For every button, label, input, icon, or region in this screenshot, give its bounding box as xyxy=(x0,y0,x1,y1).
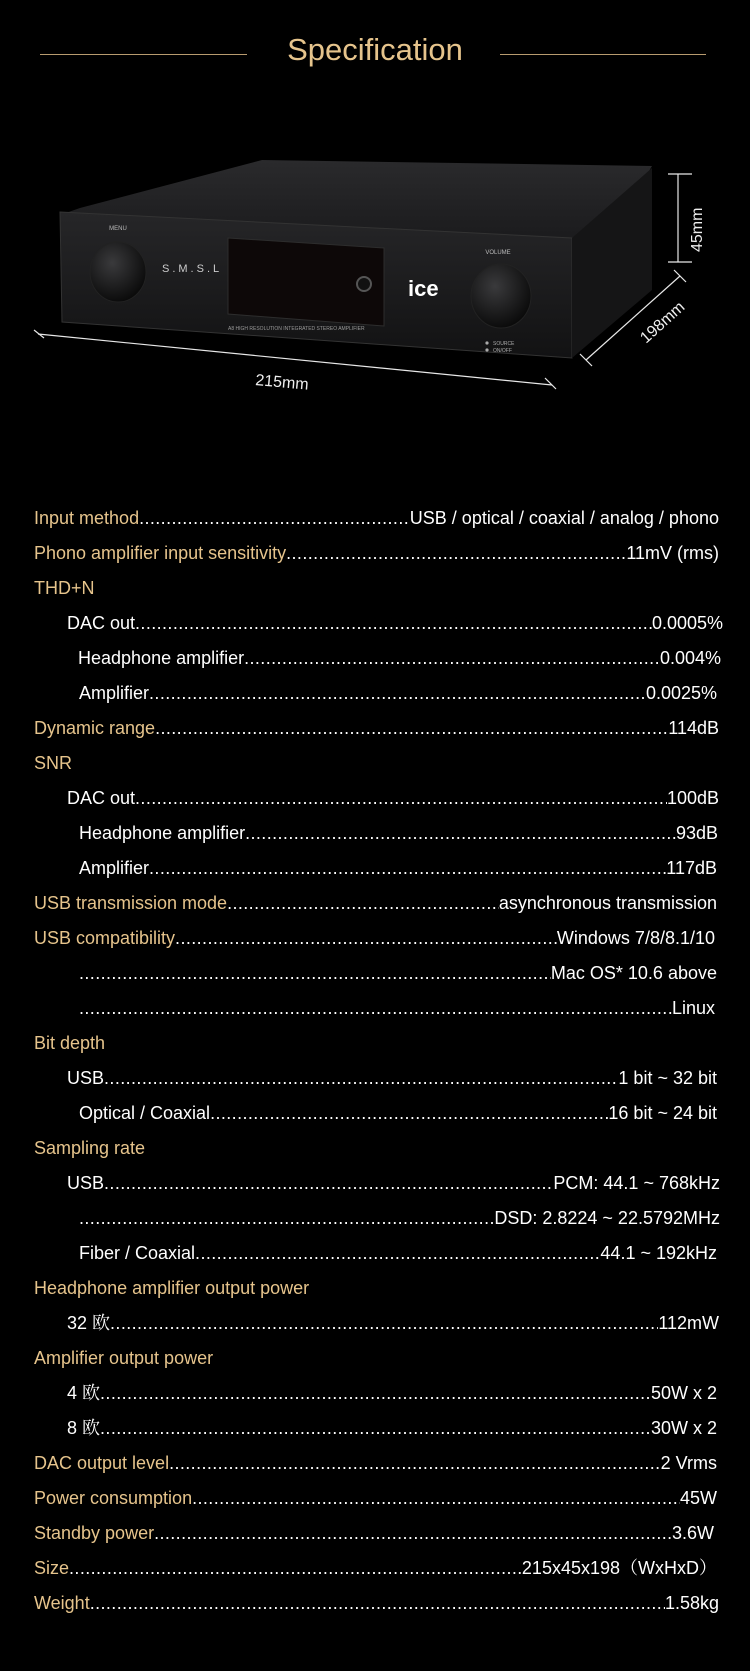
model-text: A8 HIGH RESOLUTION INTEGRATED STEREO AMPLIFIER xyxy=(228,326,365,332)
spec-row-usb-compat: USB compatibility ..... Windows 7/8/8.1/10 xyxy=(34,923,715,953)
spec-row-usb-compat-linux: ..... Linux xyxy=(79,993,715,1023)
brand-label: S.M.S.L xyxy=(162,263,223,275)
spec-row-snr-dac: DAC out ..... 100dB xyxy=(67,783,719,813)
spec-row-weight: Weight ..... 1.58kg xyxy=(34,1588,719,1618)
width-dimension-label: 215mm xyxy=(254,372,310,394)
spec-row-bit-usb: USB ..... 1 bit ~ 32 bit xyxy=(67,1063,717,1093)
spec-heading-bit-depth: Bit depth xyxy=(34,1033,106,1053)
ice-logo: ice xyxy=(408,276,439,301)
menu-knob-icon xyxy=(90,242,146,302)
spec-heading-thdn: THD+N xyxy=(34,578,95,598)
spec-row-sampling-usb: USB ..... PCM: 44.1 ~ 768kHz xyxy=(67,1168,720,1198)
spec-row-input-method: Input method ..... USB / optical / coaxial / analog / phono xyxy=(34,503,719,533)
spec-row-thdn-headphone: Headphone amplifier ..... 0.004% xyxy=(78,643,721,673)
spec-header xyxy=(0,0,750,110)
spec-row-snr-headphone: Headphone amplifier ..... 93dB xyxy=(79,818,718,848)
page-title: Specification xyxy=(287,32,463,67)
volume-label: VOLUME xyxy=(485,250,511,256)
height-dimension-label: 45mm xyxy=(689,207,706,252)
spec-row-amp-4ohm: 4 欧 ..... 50W x 2 xyxy=(67,1378,717,1408)
spec-row-size: Size ..... 215x45x198（WxHxD） xyxy=(34,1553,717,1583)
spec-heading-amp-power: Amplifier output power xyxy=(34,1348,214,1368)
spec-row-bit-optical: Optical / Coaxial ..... 16 bit ~ 24 bit xyxy=(79,1098,717,1128)
spec-row-dynamic-range: Dynamic range ..... 114dB xyxy=(34,713,719,743)
spec-row-standby: Standby power ..... 3.6W xyxy=(34,1518,714,1548)
spec-row-sampling-fiber: Fiber / Coaxial ..... 44.1 ~ 192kHz xyxy=(79,1238,717,1268)
volume-knob-icon xyxy=(471,264,531,328)
spec-row-dac-level: DAC output level ..... 2 Vrms xyxy=(34,1448,717,1478)
onoff-label: ON/OFF xyxy=(493,348,512,354)
spec-row-thdn-dac: DAC out ..... 0.0005% xyxy=(67,608,723,638)
spec-heading-snr: SNR xyxy=(34,753,73,773)
menu-label: MENU xyxy=(109,226,127,232)
depth-dimension-label: 198mm xyxy=(637,298,689,347)
spec-row-usb-mode: USB transmission mode ..... asynchronous transmission xyxy=(34,888,717,918)
spec-row-thdn-amplifier: Amplifier ..... 0.0025% xyxy=(79,678,717,708)
spec-row-phono: Phono amplifier input sensitivity ..... 11mV (rms) xyxy=(34,538,719,568)
spec-heading-sampling: Sampling rate xyxy=(34,1138,146,1158)
source-label: SOURCE xyxy=(493,341,515,347)
spec-row-snr-amplifier: Amplifier ..... 117dB xyxy=(79,853,717,883)
spec-row-amp-8ohm: 8 欧 ..... 30W x 2 xyxy=(67,1413,717,1443)
spec-row-hp-32ohm: 32 欧 ..... 112mW xyxy=(67,1308,719,1338)
spec-row-sampling-dsd: ..... DSD: 2.8224 ~ 22.5792MHz xyxy=(79,1203,720,1233)
spec-row-power-consumption: Power consumption ..... 45W xyxy=(34,1483,717,1513)
header-divider-right xyxy=(500,54,706,55)
spec-heading-hp-power: Headphone amplifier output power xyxy=(34,1278,310,1298)
ir-sensor xyxy=(357,277,371,291)
spec-row-usb-compat-mac: ..... Mac OS* 10.6 above xyxy=(79,958,717,988)
product-image xyxy=(0,140,750,420)
